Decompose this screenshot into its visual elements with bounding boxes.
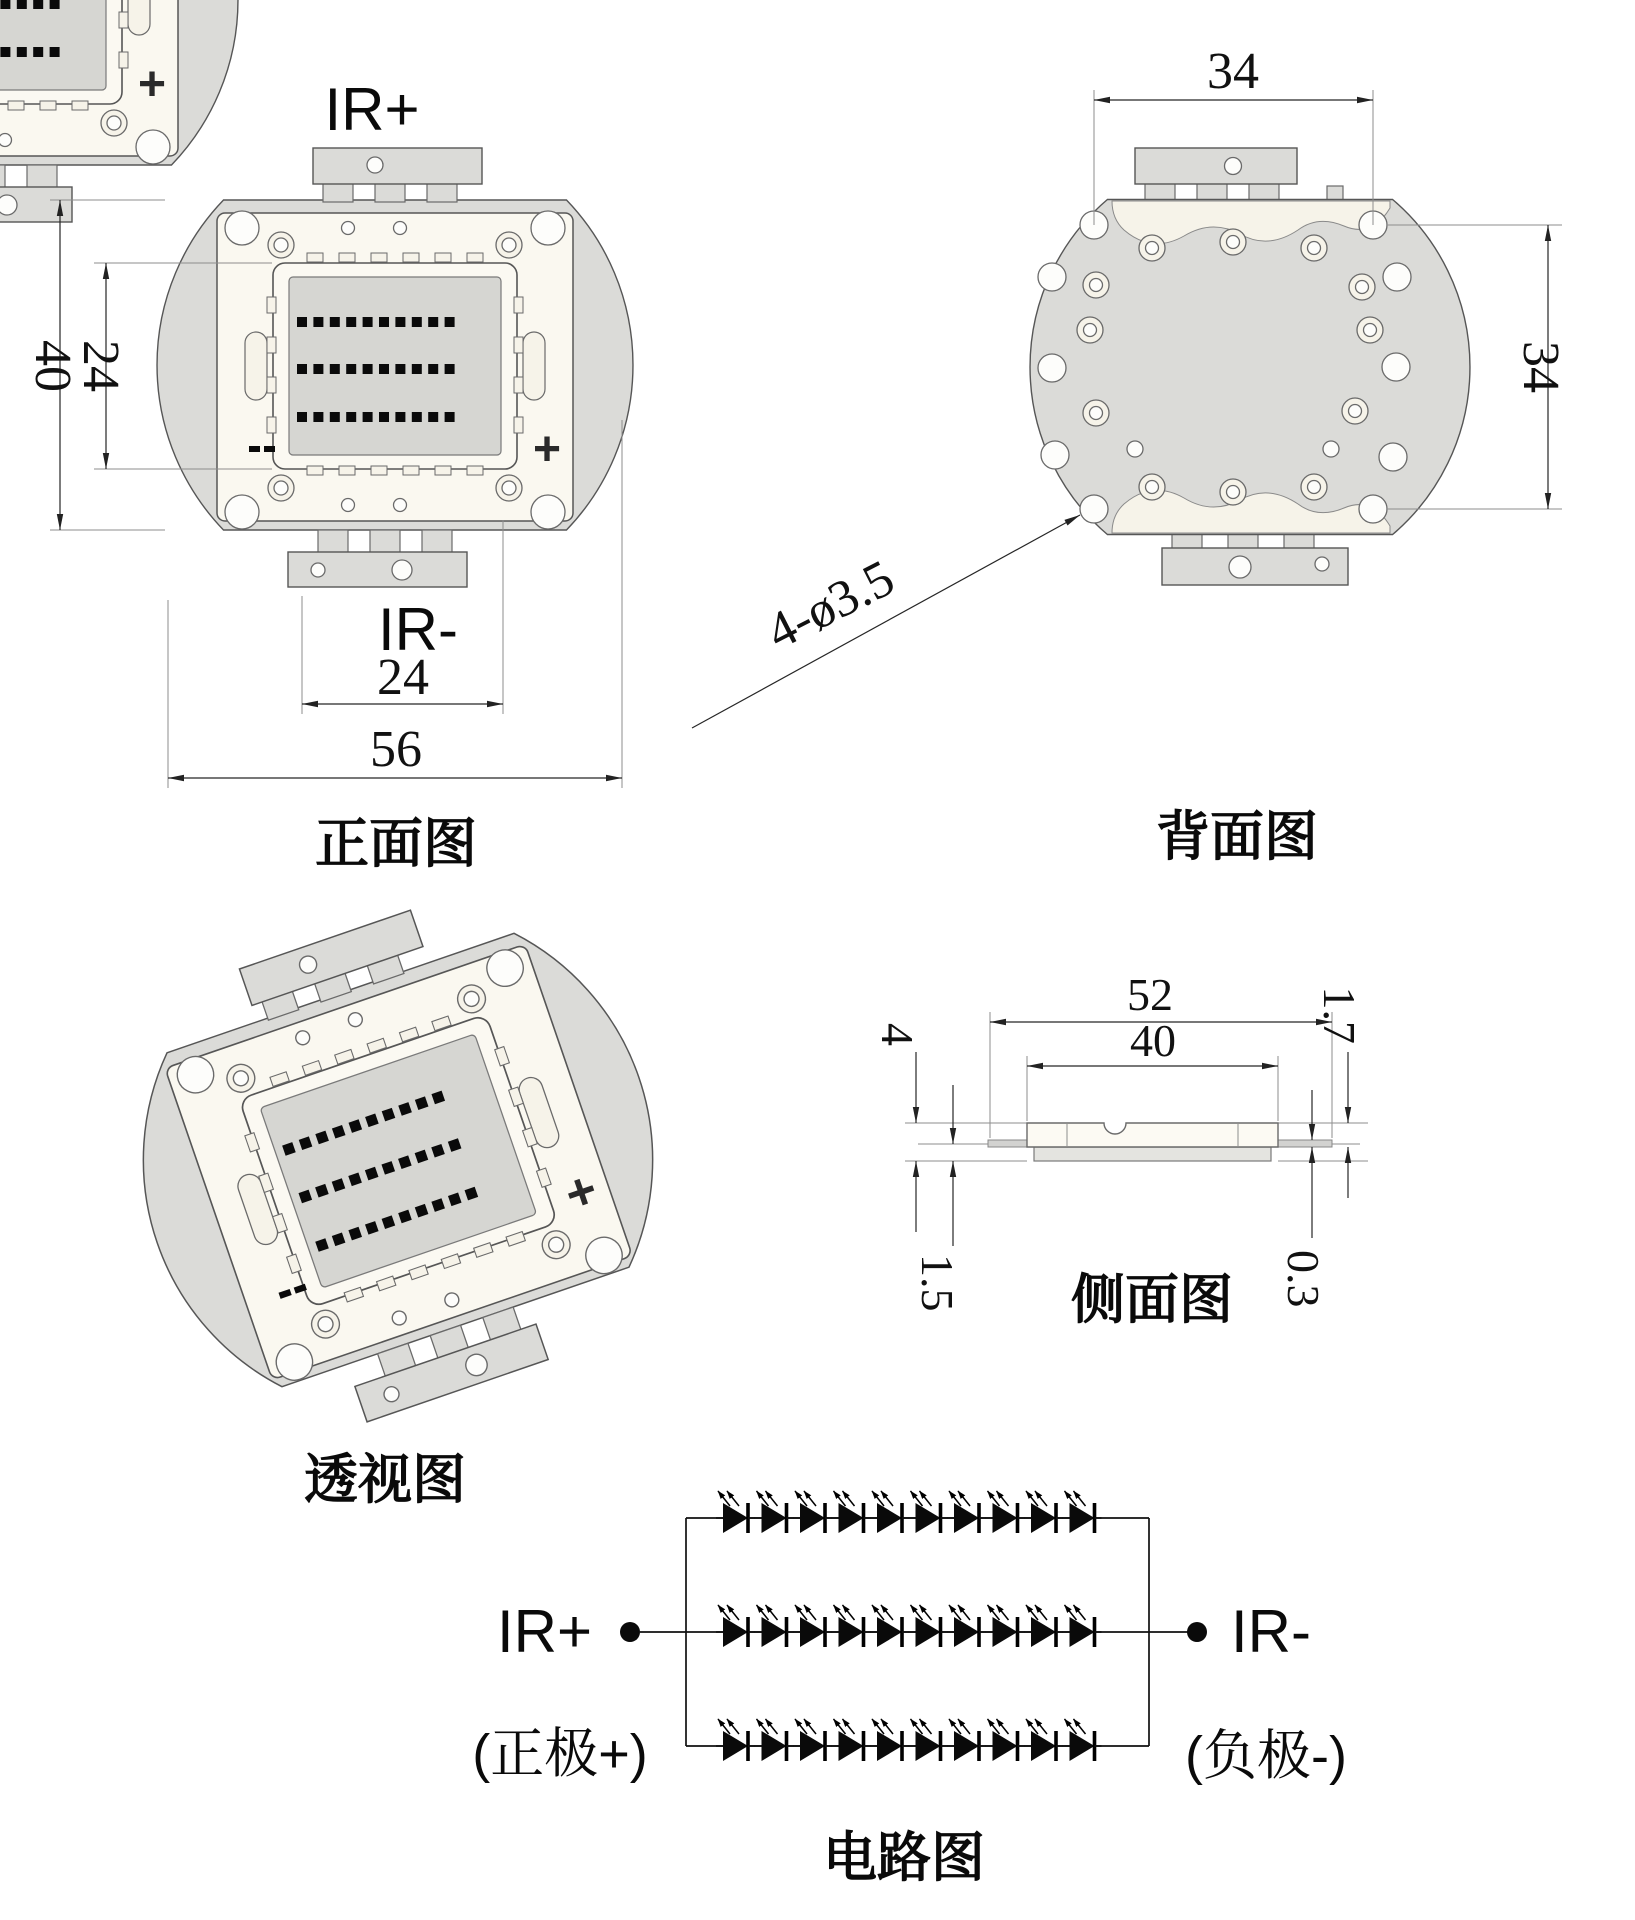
anode-terminal-dot [620,1622,640,1642]
dim-side-lead-height: 1.7 [1314,986,1365,1044]
dim-side-overall-height: 4 [872,1023,923,1046]
back-view-drawing [1030,148,1470,585]
front-anode-label: IR+ [324,76,420,143]
dim-side-lead-thickness: 0.3 [1278,1250,1329,1308]
dim-side-body-width: 40 [1130,1015,1176,1066]
circuit-anode-label: IR+ [496,1598,592,1665]
side-base-plate [1034,1147,1271,1161]
module-front-drawing [0,0,238,222]
dim-front-led-width: 24 [377,649,429,706]
dim-side-base-thickness: 1.5 [912,1254,963,1312]
led-emitting-area [0,0,128,110]
cathode-tab [0,165,72,222]
side-right-lead [1277,1140,1332,1147]
side-body [1027,1123,1278,1147]
back-hole-callout: 4-ø3.5 [757,549,904,662]
dim-front-overall-height: 40 [24,340,81,392]
back-view-caption: 背面图 [1156,807,1318,867]
back-top-tab [1135,148,1343,202]
perspective-view-caption: 透视图 [304,1450,466,1510]
circuit-cathode-label: IR- [1231,1598,1311,1665]
front-cathode-label: IR- [378,596,458,663]
cathode-terminal-dot [1187,1622,1207,1642]
front-view-caption: 正面图 [315,814,477,874]
side-left-lead [988,1140,1028,1147]
right-slot [128,0,150,35]
dim-front-led-height: 24 [72,340,129,392]
led-string-1 [716,1491,1102,1533]
circuit-cathode-note: (负极-) [1185,1726,1347,1786]
dim-front-overall-width: 56 [370,721,422,778]
circuit-caption: 电路图 [823,1828,985,1888]
back-bottom-tab [1162,532,1348,585]
circuit-diagram [472,1491,1347,1888]
led-string-2 [716,1605,1102,1647]
dim-back-hole-pitch-v: 34 [1512,341,1569,393]
circuit-anode-note: (正极+) [472,1724,648,1784]
dim-back-hole-pitch-h: 34 [1207,43,1259,100]
side-view-caption: 侧面图 [1071,1270,1233,1330]
positive-polarity-mark: + [138,58,167,111]
dim-side-lead-span: 52 [1127,969,1173,1020]
led-string-3 [716,1719,1102,1761]
perspective-view-drawing [82,858,716,1510]
side-view-drawing [905,1123,1368,1161]
